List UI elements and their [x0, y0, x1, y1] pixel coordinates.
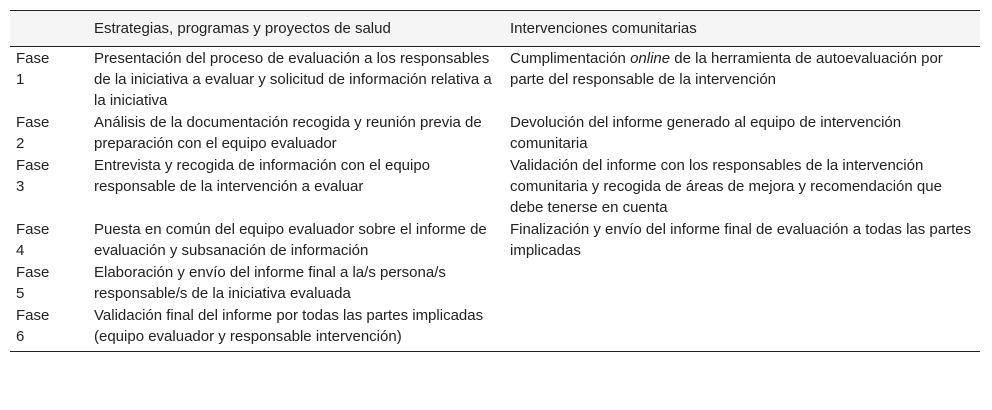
phase-cell — [10, 304, 88, 352]
phase-cell — [10, 261, 88, 304]
phase-number: 2 — [16, 135, 25, 152]
header-phase — [10, 11, 88, 47]
phase-word: Fase — [16, 50, 50, 67]
table-row — [10, 261, 980, 304]
community-text-italic: online — [630, 50, 671, 67]
phase-cell — [10, 154, 88, 218]
header-strategies: Estrategias, programas y proyectos de salud — [88, 11, 504, 47]
strategy-cell: Análisis de la documentación recogida y reunión previa de preparación con el equipo evaluador — [94, 114, 482, 152]
strategy-cell: Presentación del proceso de evaluación a los responsables de la iniciativa a evaluar y solicitud de información relativa a la iniciativa — [94, 50, 492, 109]
table-header-row — [10, 11, 980, 47]
phase-number: 4 — [16, 242, 25, 259]
phase-cell — [10, 218, 88, 261]
strategy-cell: Entrevista y recogida de información con el equipo responsable de la intervención a evaluar — [94, 157, 431, 195]
table-row — [10, 154, 980, 218]
strategy-cell: Validación final del informe por todas las partes implicadas (equipo evaluador y responsable intervención) — [88, 304, 504, 352]
community-cell — [504, 261, 980, 304]
phase-cell — [10, 111, 88, 154]
table-row — [10, 218, 980, 261]
phases-table — [10, 10, 980, 352]
phase-word: Fase — [16, 264, 50, 281]
phase-number: 3 — [16, 178, 25, 195]
table-container — [10, 10, 980, 352]
strategy-cell: Elaboración y envío del informe final a la/s persona/s responsable/s de la iniciativa evaluada — [94, 264, 446, 302]
phase-number: 1 — [16, 71, 25, 88]
phase-word: Fase — [16, 307, 50, 324]
table-row — [10, 304, 980, 352]
community-cell: Devolución del informe generado al equipo de intervención comunitaria — [510, 114, 902, 152]
community-text-pre: Cumplimentación — [510, 50, 631, 67]
community-cell: Finalización y envío del informe final de evaluación a todas las partes implicadas — [510, 221, 972, 259]
community-text-post: de la herramienta de autoevaluación por parte del responsable de la intervención — [510, 50, 943, 88]
phase-number: 5 — [16, 285, 25, 302]
phase-word: Fase — [16, 221, 50, 238]
header-community: Intervenciones comunitarias — [504, 11, 980, 47]
phase-cell — [10, 47, 88, 112]
phase-word: Fase — [16, 114, 50, 131]
phase-word: Fase — [16, 157, 50, 174]
strategy-cell: Puesta en común del equipo evaluador sobre el informe de evaluación y subsanación de información — [94, 221, 487, 259]
community-cell: Validación del informe con los responsables de la intervención comunitaria y recogida de áreas de mejora y recomendación que debe tenerse en cuenta — [510, 157, 942, 216]
community-cell — [504, 47, 980, 112]
community-cell — [504, 304, 980, 352]
phase-number: 6 — [16, 328, 25, 345]
table-row — [10, 111, 980, 154]
table-row — [10, 47, 980, 112]
